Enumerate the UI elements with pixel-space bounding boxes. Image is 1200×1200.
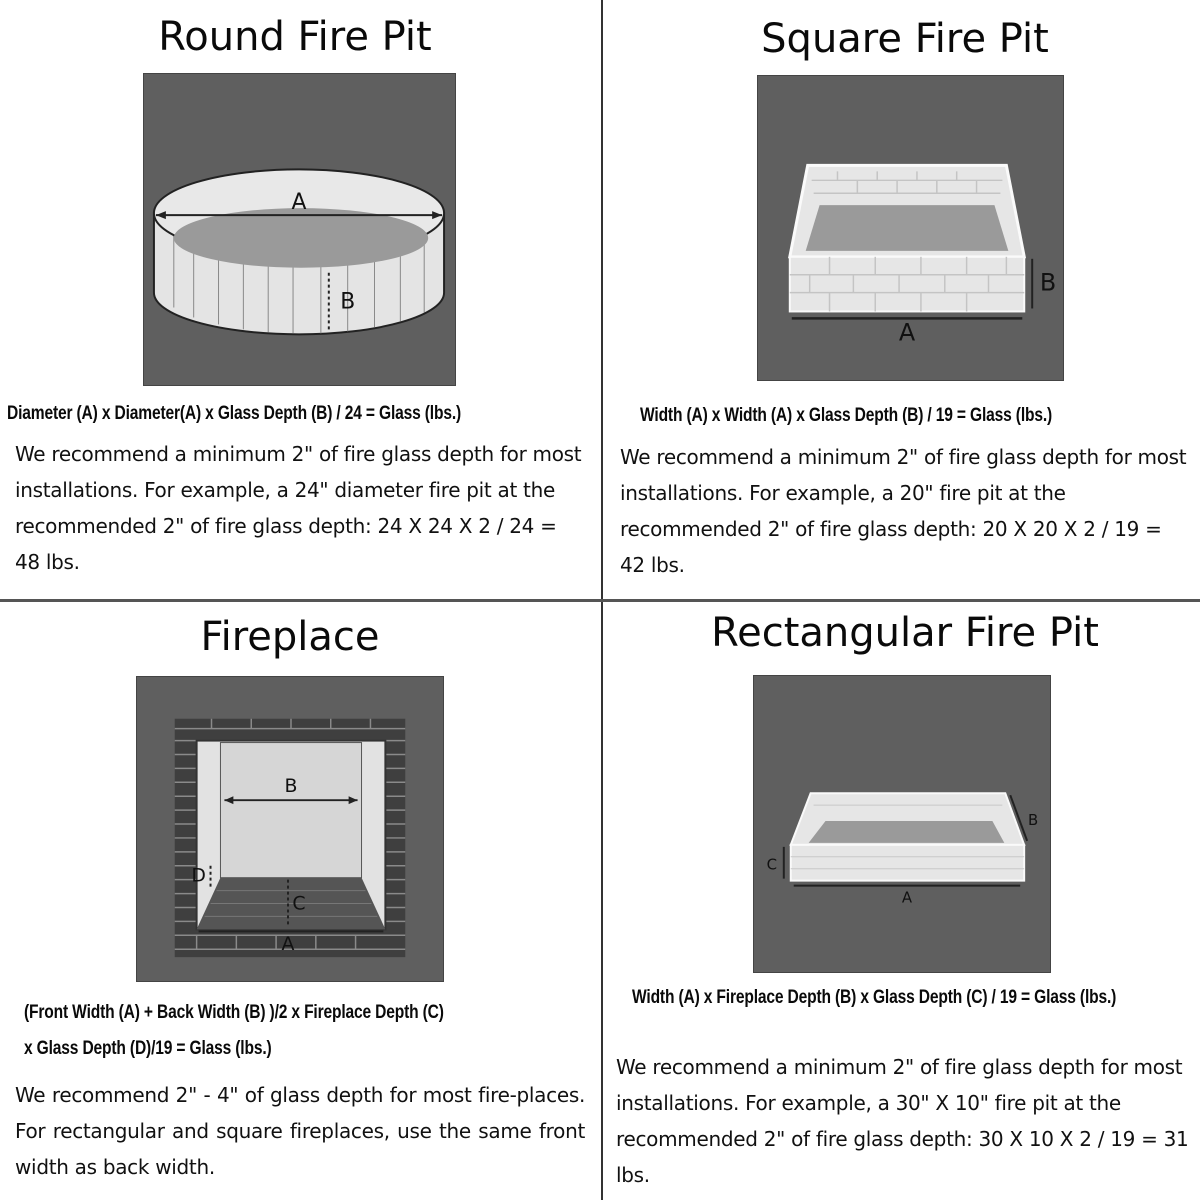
round-description: We recommend a minimum 2" of fire glass depth for most installations. For example, a 24" diameter fire pit at the recommended 2" of fire glass depth: 24 X 24 X 2 / 24 = 48 lbs. xyxy=(15,442,582,574)
label-b: B xyxy=(1028,810,1039,829)
square-description: We recommend a minimum 2" of fire glass depth for most installations. For example, a 20" fire pit at the recommended 2" of fire glass depth: 20 X 20 X 2 / 19 = 42 lbs. xyxy=(620,445,1187,577)
fireplace-illustration xyxy=(137,677,443,981)
label-a: A xyxy=(281,933,295,956)
rectangular-description: We recommend a minimum 2" of fire glass depth for most installations. For example, a 30" X 10" fire pit at the recommended 2" of fire glass depth: 30 X 10 X 2 / 19 = 31 lbs. xyxy=(616,1055,1189,1187)
square-formula: Width (A) x Width (A) x Glass Depth (B) / 19 = Glass (lbs.) xyxy=(640,405,1053,426)
label-a: A xyxy=(291,190,307,216)
rectangular-fire-pit-diagram xyxy=(753,675,1051,973)
label-b: B xyxy=(1039,268,1057,297)
fireplace-formula-line1: (Front Width (A) + Back Width (B) )/2 x Fireplace Depth (C) xyxy=(24,1002,444,1023)
rectangular-formula: Width (A) x Fireplace Depth (B) x Glass Depth (C) / 19 = Glass (lbs.) xyxy=(632,987,1117,1008)
round-fire-pit-illustration xyxy=(144,74,455,385)
label-c: C xyxy=(292,892,306,915)
label-d: D xyxy=(191,864,206,887)
rectangular-fire-pit-illustration xyxy=(754,676,1050,972)
fireplace-formula-line2: x Glass Depth (D)/19 = Glass (lbs.) xyxy=(24,1038,272,1059)
label-a: A xyxy=(898,318,916,347)
round-formula: Diameter (A) x Diameter(A) x Glass Depth (B) / 24 = Glass (lbs.) xyxy=(7,403,462,424)
square-fire-pit-diagram xyxy=(757,75,1064,381)
horizontal-divider xyxy=(0,599,1200,602)
panel-title: Square Fire Pit xyxy=(761,16,1049,62)
label-a: A xyxy=(901,888,913,907)
fireplace-diagram xyxy=(136,676,444,982)
label-c: C xyxy=(766,855,778,874)
panel-title: Round Fire Pit xyxy=(158,14,432,60)
fireplace-formula xyxy=(24,995,582,1067)
label-b: B xyxy=(284,775,298,798)
square-fire-pit-illustration xyxy=(758,76,1063,380)
round-fire-pit-diagram xyxy=(143,73,456,386)
fireplace-description: We recommend 2" - 4" of glass depth for most fire-places. For rectangular and square fireplaces, use the same front width as back width. xyxy=(15,1083,585,1179)
panel-title: Rectangular Fire Pit xyxy=(711,610,1099,656)
label-b: B xyxy=(340,289,356,315)
panel-title: Fireplace xyxy=(200,614,380,660)
